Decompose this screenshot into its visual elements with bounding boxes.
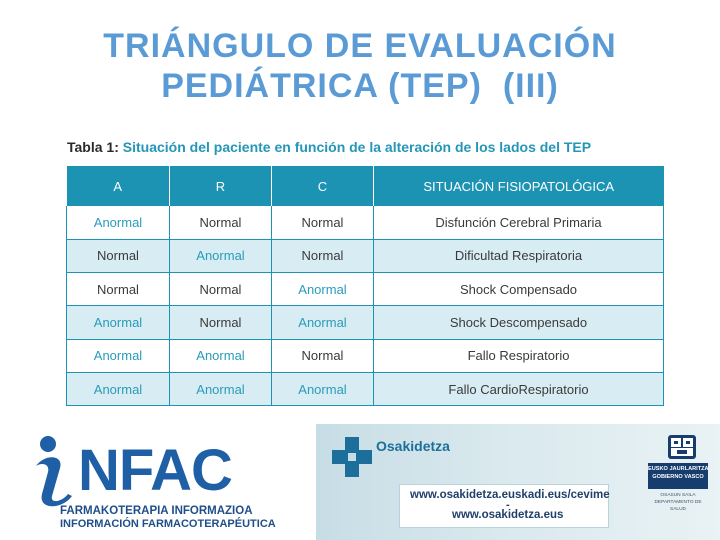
table-cell: Normal xyxy=(67,273,170,306)
table-caption-label: Tabla 1: xyxy=(67,139,119,155)
table-row xyxy=(67,206,664,239)
table-cell: Anormal xyxy=(272,372,374,405)
gobierno-vasco-box xyxy=(648,463,708,489)
table-cell: Anormal xyxy=(67,339,170,372)
url-separator: - xyxy=(506,499,510,511)
gov-sub2: DEPARTAMENTO DE SALUD xyxy=(654,500,702,512)
table-cell: Normal xyxy=(272,206,374,239)
link-osakidetza[interactable]: www.osakidetza.eus xyxy=(452,509,564,521)
osakidetza-cross-icon xyxy=(332,437,372,477)
infac-swoosh-icon xyxy=(36,457,72,506)
table-row xyxy=(67,239,664,272)
table-cell: Anormal xyxy=(170,239,272,272)
table-caption-text: Situación del paciente en función de la alteración de los lados del TEP xyxy=(122,139,592,155)
table-cell: Anormal xyxy=(170,372,272,405)
infac-wordmark: NFAC xyxy=(78,438,232,503)
table-cell: Anormal xyxy=(67,372,170,405)
osakidetza-name: Osakidetza xyxy=(376,438,450,454)
table-caption xyxy=(67,139,591,155)
infac-subtitle-es: INFORMACIÓN FARMACOTERAPÉUTICA xyxy=(60,518,276,530)
gobierno-vasco-crest-icon xyxy=(660,433,704,461)
table-cell: Normal xyxy=(67,239,170,272)
infac-dot-icon xyxy=(40,436,56,452)
table-cell: Normal xyxy=(272,339,374,372)
link-cevime[interactable]: www.osakidetza.euskadi.eus/cevime xyxy=(410,489,610,501)
table-row xyxy=(67,372,664,405)
header-c: C xyxy=(272,166,374,206)
situacion-cell: Fallo Respiratorio xyxy=(374,339,664,372)
header-a: A xyxy=(67,166,170,206)
table-cell: Anormal xyxy=(67,206,170,239)
situacion-cell: Dificultad Respiratoria xyxy=(374,239,664,272)
gov-line1: EUSKO JAURLARITZA xyxy=(648,466,709,472)
gov-sub1: OSASUN SAILA xyxy=(660,493,696,498)
table-row xyxy=(67,339,664,372)
infac-subtitle-eu: FARMAKOTERAPIA INFORMAZIOA xyxy=(60,505,253,517)
tep-table xyxy=(66,166,664,406)
gov-line2: GOBIERNO VASCO xyxy=(652,474,704,480)
situacion-cell: Disfunción Cerebral Primaria xyxy=(374,206,664,239)
table-cell: Normal xyxy=(170,273,272,306)
table-cell: Normal xyxy=(170,306,272,339)
table-cell: Anormal xyxy=(272,273,374,306)
table-cell: Normal xyxy=(170,206,272,239)
gov-department xyxy=(646,492,710,513)
header-situacion: SITUACIÓN FISIOPATOLÓGICA xyxy=(374,166,664,206)
situacion-cell: Shock Compensado xyxy=(374,273,664,306)
table-row xyxy=(67,273,664,306)
header-r: R xyxy=(170,166,272,206)
table-header-row xyxy=(67,166,664,206)
slide-title xyxy=(0,26,720,106)
slide-title-line1: TRIÁNGULO DE EVALUACIÓN xyxy=(103,27,617,65)
table-cell: Normal xyxy=(272,239,374,272)
table-cell: Anormal xyxy=(272,306,374,339)
slide-title-line2: PEDIÁTRICA (TEP) (III) xyxy=(161,67,559,105)
table-body xyxy=(67,206,664,406)
situacion-cell: Fallo CardioRespiratorio xyxy=(374,372,664,405)
table-row xyxy=(67,306,664,339)
table-cell: Anormal xyxy=(170,339,272,372)
table-cell: Anormal xyxy=(67,306,170,339)
situacion-cell: Shock Descompensado xyxy=(374,306,664,339)
